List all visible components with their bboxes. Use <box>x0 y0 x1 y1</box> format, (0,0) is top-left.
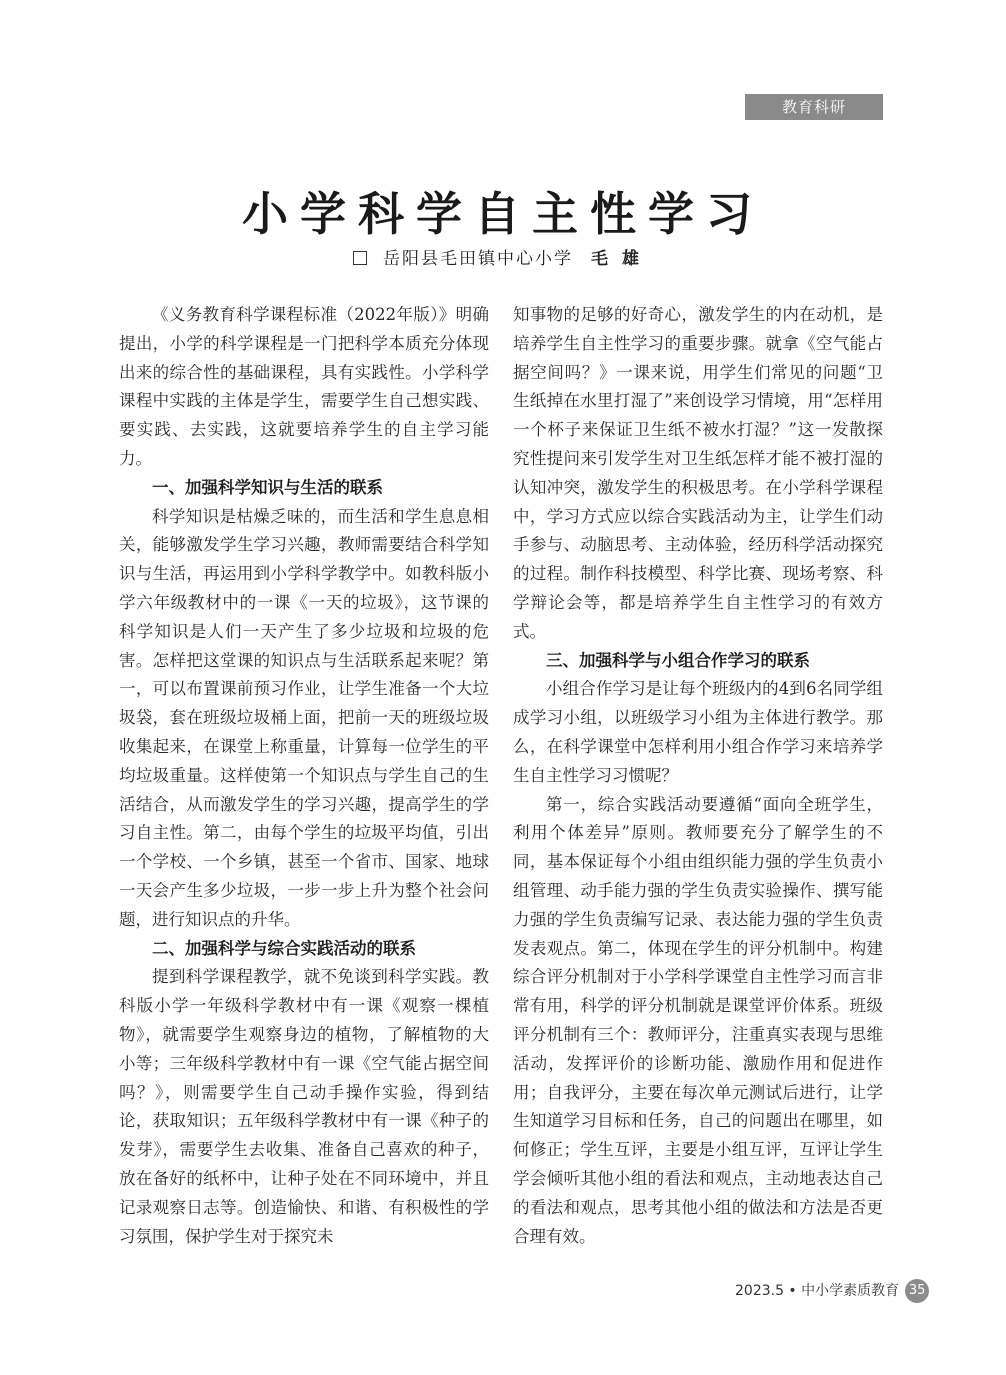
section-heading: 二、加强科学与综合实践活动的联系 <box>152 938 416 958</box>
author-affiliation: 岳阳县毛田镇中心小学 <box>383 249 573 269</box>
right-column <box>513 301 883 1251</box>
square-marker-icon <box>353 251 367 265</box>
section-heading: 一、加强科学知识与生活的联系 <box>152 477 383 497</box>
paragraph: 提到科学课程教学，就不免谈到科学实践。教科版小学一年级科学教材中有一课《观察一棵植物》，就需要学生观察身边的植物，了解植物的大小等；三年级科学教材中有一课《空气能占据空间吗？》，则需要学生自己动手操作实验，得到结论，获取知识；五年级科学教材中有一课《种子的发芽》，需要学生去收集、准备自己喜欢的种子，放在备好的纸杯中，让种子处在不同环境中，并且记录观察日志等。创造愉快、和谐、有积极性的学习氛围，保护学生对于探究未 <box>119 967 489 1246</box>
paragraph: 小组合作学习是让每个班级内的4到6名同学组成学习小组，以班级学习小组为主体进行教学。那么，在科学课堂中怎样利用小组合作学习来培养学生自主性学习习惯呢？ <box>513 679 883 785</box>
author-name: 毛雄 <box>591 249 653 269</box>
page-footer <box>735 1279 929 1303</box>
paragraph: 《义务教育科学课程标准（2022年版）》明确提出，小学的科学课程是一门把科学本质充分体现出来的综合性的基础课程，具有实践性。小学科学课程中实践的主体是学生，需要学生自己想实践、要实践、去实践，这就要培养学生的自主学习能力。 <box>119 305 489 468</box>
section-heading: 三、加强科学与小组合作学习的联系 <box>546 650 810 670</box>
left-column <box>119 301 489 1251</box>
section-tag: 教育科研 <box>745 94 883 120</box>
issue-info: 2023.5 • 中小学素质教育 <box>735 1283 900 1299</box>
article-title: 小学科学自主性学习 <box>242 187 764 241</box>
paragraph: 科学知识是枯燥乏味的，而生活和学生息息相关，能够激发学生学习兴趣，教师需要结合科学知识与生活，再运用到小学科学教学中。如教科版小学六年级教材中的一课《一天的垃圾》，这节课的科学知识是人们一天产生了多少垃圾和垃圾的危害。怎样把这堂课的知识点与生活联系起来呢？第一，可以布置课前预习作业，让学生准备一个大垃圾袋，套在班级垃圾桶上面，把前一天的班级垃圾收集起来，在课堂上称重量，计算每一位学生的平均垃圾重量。这样使第一个知识点与学生自己的生活结合，从而激发学生的学习兴趣，提高学生的学习自主性。第二，由每个学生的垃圾平均值，引出一个学校、一个乡镇，甚至一个省市、国家、地球一天会产生多少垃圾，一步一步上升为整个社会问题，进行知识点的升华。 <box>119 506 489 929</box>
byline <box>0 244 1006 269</box>
paragraph-continued: 知事物的足够的好奇心，激发学生的内在动机，是培养学生自主性学习的重要步骤。就拿《空气能占据空间吗？》一课来说，用学生们常见的问题“卫生纸掉在水里打湿了”来创设学习情境，用“怎样用一个杯子来保证卫生纸不被水打湿？”这一发散探究性提问来引发学生对卫生纸怎样才能不被打湿的认知冲突，激发学生的积极思考。在小学科学课程中，学习方式应以综合实践活动为主，让学生们动手参与、动脑思考、主动体验，经历科学活动探究的过程。制作科技模型、科学比赛、现场考察、科学辩论会等，都是培养学生自主性学习的有效方式。 <box>513 305 883 641</box>
paragraph: 第一，综合实践活动要遵循“面向全班学生，利用个体差异”原则。教师要充分了解学生的不同，基本保证每个小组由组织能力强的学生负责小组管理、动手能力强的学生负责实验操作、撰写能力强的学生负责编写记录、表达能力强的学生负责发表观点。第二，体现在学生的评分机制中。构建综合评分机制对于小学科学课堂自主性学习而言非常有用，科学的评分机制就是课堂评价体系。班级评分机制有三个：教师评分，注重真实表现与思维活动，发挥评价的诊断功能、激励作用和促进作用；自我评分，主要在每次单元测试后进行，让学生知道学习目标和任务，自己的问题出在哪里，如何修正；学生互评，主要是小组互评，互评让学生学会倾听其他小组的看法和观点，主动地表达自己的看法和观点，思考其他小组的做法和方法是否更合理有效。 <box>513 794 883 1246</box>
page-number-badge: 35 <box>905 1279 929 1303</box>
